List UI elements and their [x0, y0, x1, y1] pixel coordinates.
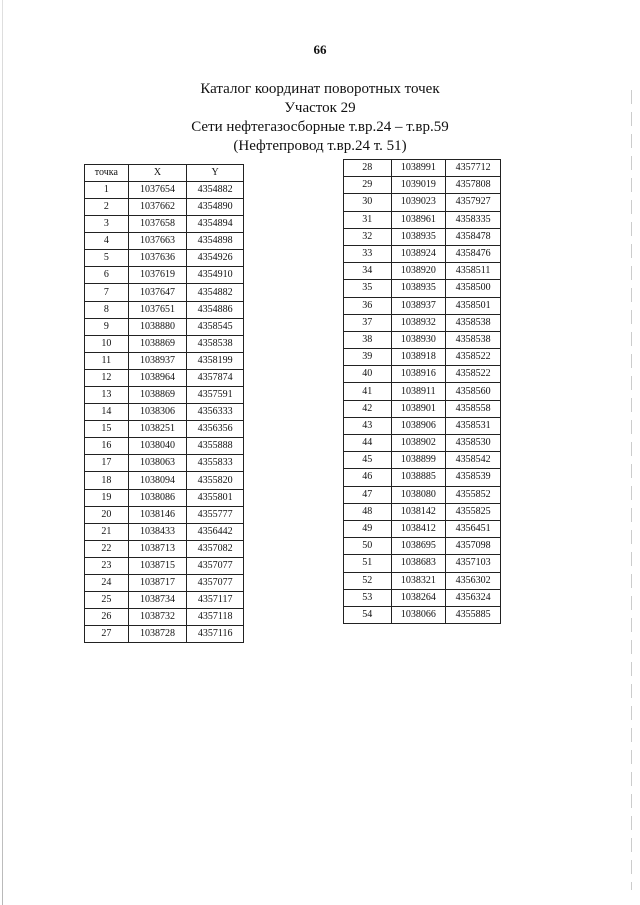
- cell-x: 1038433: [128, 523, 187, 540]
- cell-x: 1038924: [391, 245, 446, 262]
- cell-y: 4357082: [187, 540, 244, 557]
- cell-x: 1038932: [391, 314, 446, 331]
- cell-x: 1038251: [128, 421, 187, 438]
- cell-y: 4354898: [187, 233, 244, 250]
- table-row: [85, 352, 244, 369]
- cell-point: 34: [344, 263, 392, 280]
- table-row: [85, 267, 244, 284]
- cell-point: 31: [344, 211, 392, 228]
- table-row: [344, 383, 501, 400]
- cell-y: 4358501: [446, 297, 501, 314]
- table-row: [85, 489, 244, 506]
- cell-y: 4358538: [446, 314, 501, 331]
- cell-x: 1039023: [391, 194, 446, 211]
- cell-x: 1038869: [128, 335, 187, 352]
- cell-point: 16: [85, 438, 129, 455]
- cell-x: 1038885: [391, 469, 446, 486]
- cell-y: 4354926: [187, 250, 244, 267]
- cell-x: 1037654: [128, 181, 187, 198]
- column-header-y: Y: [187, 165, 244, 182]
- table-row: [85, 216, 244, 233]
- coordinates-table-right: [343, 159, 501, 624]
- cell-point: 38: [344, 331, 392, 348]
- cell-x: 1038869: [128, 387, 187, 404]
- cell-x: 1038880: [128, 318, 187, 335]
- cell-point: 17: [85, 455, 129, 472]
- cell-point: 2: [85, 198, 129, 215]
- cell-point: 5: [85, 250, 129, 267]
- cell-x: 1038902: [391, 435, 446, 452]
- table-row: [344, 520, 501, 537]
- cell-y: 4358530: [446, 435, 501, 452]
- cell-x: 1038930: [391, 331, 446, 348]
- cell-point: 9: [85, 318, 129, 335]
- cell-point: 39: [344, 349, 392, 366]
- table-row: [344, 366, 501, 383]
- table-row: [85, 335, 244, 352]
- title-block: [0, 80, 640, 156]
- cell-x: 1038142: [391, 503, 446, 520]
- cell-y: 4357118: [187, 609, 244, 626]
- table-row: [344, 538, 501, 555]
- table-row: [344, 435, 501, 452]
- table-row: [344, 555, 501, 572]
- cell-y: 4357874: [187, 369, 244, 386]
- cell-x: 1038728: [128, 626, 187, 643]
- cell-y: 4358538: [446, 331, 501, 348]
- cell-x: 1038683: [391, 555, 446, 572]
- title-line-network: Сети нефтегазосборные т.вр.24 – т.вр.59: [191, 119, 449, 135]
- cell-x: 1038306: [128, 404, 187, 421]
- cell-point: 28: [344, 160, 392, 177]
- table-row: [85, 181, 244, 198]
- table-row: [85, 438, 244, 455]
- table-row: [85, 575, 244, 592]
- cell-x: 1038935: [391, 280, 446, 297]
- cell-x: 1038937: [391, 297, 446, 314]
- cell-point: 44: [344, 435, 392, 452]
- table-row: [344, 417, 501, 434]
- cell-x: 1038080: [391, 486, 446, 503]
- cell-x: 1037636: [128, 250, 187, 267]
- cell-point: 52: [344, 572, 392, 589]
- cell-point: 54: [344, 606, 392, 623]
- column-header-x: X: [128, 165, 187, 182]
- cell-y: 4358522: [446, 366, 501, 383]
- table-row: [85, 506, 244, 523]
- cell-point: 33: [344, 245, 392, 262]
- cell-y: 4358500: [446, 280, 501, 297]
- coordinates-table-left: [84, 164, 244, 643]
- cell-y: 4354882: [187, 284, 244, 301]
- cell-y: 4355777: [187, 506, 244, 523]
- table-row: [85, 557, 244, 574]
- cell-x: 1038899: [391, 452, 446, 469]
- table-body-left: [85, 181, 244, 643]
- cell-point: 30: [344, 194, 392, 211]
- cell-y: 4358199: [187, 352, 244, 369]
- cell-y: 4355888: [187, 438, 244, 455]
- cell-point: 53: [344, 589, 392, 606]
- cell-y: 4357077: [187, 575, 244, 592]
- cell-point: 50: [344, 538, 392, 555]
- table-header-row: [85, 165, 244, 182]
- table-row: [85, 284, 244, 301]
- cell-x: 1038040: [128, 438, 187, 455]
- table-row: [344, 160, 501, 177]
- table-row: [344, 228, 501, 245]
- table-row: [344, 245, 501, 262]
- table-row: [85, 626, 244, 643]
- table-row: [344, 194, 501, 211]
- cell-y: 4357591: [187, 387, 244, 404]
- cell-point: 6: [85, 267, 129, 284]
- title-line-catalog: Каталог координат поворотных точек: [200, 81, 440, 97]
- cell-point: 19: [85, 489, 129, 506]
- cell-y: 4358511: [446, 263, 501, 280]
- cell-x: 1038916: [391, 366, 446, 383]
- cell-x: 1037662: [128, 198, 187, 215]
- cell-point: 3: [85, 216, 129, 233]
- cell-x: 1038717: [128, 575, 187, 592]
- cell-point: 49: [344, 520, 392, 537]
- cell-y: 4357927: [446, 194, 501, 211]
- cell-y: 4355801: [187, 489, 244, 506]
- table-row: [344, 400, 501, 417]
- cell-x: 1038920: [391, 263, 446, 280]
- cell-y: 4357117: [187, 592, 244, 609]
- cell-point: 7: [85, 284, 129, 301]
- cell-y: 4358476: [446, 245, 501, 262]
- cell-point: 45: [344, 452, 392, 469]
- cell-y: 4355852: [446, 486, 501, 503]
- cell-y: 4354886: [187, 301, 244, 318]
- cell-x: 1038094: [128, 472, 187, 489]
- cell-point: 26: [85, 609, 129, 626]
- table-row: [85, 233, 244, 250]
- cell-y: 4358538: [187, 335, 244, 352]
- table-row: [85, 455, 244, 472]
- cell-y: 4356333: [187, 404, 244, 421]
- cell-point: 41: [344, 383, 392, 400]
- table-row: [85, 404, 244, 421]
- table-row: [344, 331, 501, 348]
- cell-point: 35: [344, 280, 392, 297]
- title-line-section: Участок 29: [284, 100, 356, 116]
- cell-point: 8: [85, 301, 129, 318]
- table-row: [85, 250, 244, 267]
- table-row: [344, 503, 501, 520]
- cell-y: 4358335: [446, 211, 501, 228]
- table-row: [344, 486, 501, 503]
- cell-x: 1038086: [128, 489, 187, 506]
- table-row: [344, 314, 501, 331]
- cell-y: 4358478: [446, 228, 501, 245]
- cell-point: 21: [85, 523, 129, 540]
- table-row: [344, 263, 501, 280]
- cell-y: 4357098: [446, 538, 501, 555]
- cell-x: 1038264: [391, 589, 446, 606]
- cell-point: 18: [85, 472, 129, 489]
- table-row: [85, 592, 244, 609]
- table-row: [344, 280, 501, 297]
- cell-y: 4356451: [446, 520, 501, 537]
- cell-x: 1037619: [128, 267, 187, 284]
- cell-point: 37: [344, 314, 392, 331]
- cell-y: 4356442: [187, 523, 244, 540]
- cell-point: 12: [85, 369, 129, 386]
- cell-y: 4356356: [187, 421, 244, 438]
- cell-point: 27: [85, 626, 129, 643]
- cell-x: 1038146: [128, 506, 187, 523]
- cell-point: 4: [85, 233, 129, 250]
- scan-edge-right: [631, 90, 632, 890]
- cell-point: 11: [85, 352, 129, 369]
- cell-y: 4358539: [446, 469, 501, 486]
- title-line-pipeline: (Нефтепровод т.вр.24 т. 51): [233, 138, 407, 154]
- cell-point: 36: [344, 297, 392, 314]
- cell-point: 20: [85, 506, 129, 523]
- table-row: [85, 301, 244, 318]
- table-row: [344, 469, 501, 486]
- cell-y: 4358542: [446, 452, 501, 469]
- table-row: [85, 609, 244, 626]
- cell-point: 10: [85, 335, 129, 352]
- cell-y: 4354910: [187, 267, 244, 284]
- cell-x: 1038937: [128, 352, 187, 369]
- table-row: [344, 349, 501, 366]
- cell-x: 1037663: [128, 233, 187, 250]
- cell-x: 1038964: [128, 369, 187, 386]
- cell-y: 4357808: [446, 177, 501, 194]
- cell-x: 1037647: [128, 284, 187, 301]
- cell-x: 1038918: [391, 349, 446, 366]
- cell-y: 4357116: [187, 626, 244, 643]
- cell-y: 4358545: [187, 318, 244, 335]
- cell-point: 42: [344, 400, 392, 417]
- cell-x: 1038901: [391, 400, 446, 417]
- cell-x: 1038991: [391, 160, 446, 177]
- table-row: [344, 572, 501, 589]
- cell-x: 1038321: [391, 572, 446, 589]
- cell-x: 1038906: [391, 417, 446, 434]
- cell-x: 1038734: [128, 592, 187, 609]
- table-row: [85, 387, 244, 404]
- cell-point: 13: [85, 387, 129, 404]
- cell-x: 1038695: [391, 538, 446, 555]
- cell-x: 1038935: [391, 228, 446, 245]
- cell-x: 1038066: [391, 606, 446, 623]
- table-row: [85, 198, 244, 215]
- cell-y: 4355825: [446, 503, 501, 520]
- cell-point: 51: [344, 555, 392, 572]
- cell-y: 4355820: [187, 472, 244, 489]
- cell-point: 40: [344, 366, 392, 383]
- cell-y: 4354882: [187, 181, 244, 198]
- cell-y: 4357077: [187, 557, 244, 574]
- cell-y: 4357712: [446, 160, 501, 177]
- cell-point: 46: [344, 469, 392, 486]
- cell-y: 4355885: [446, 606, 501, 623]
- cell-x: 1038412: [391, 520, 446, 537]
- table-body-right: [344, 160, 501, 624]
- table-row: [344, 211, 501, 228]
- cell-point: 1: [85, 181, 129, 198]
- table-row: [344, 297, 501, 314]
- table-row: [85, 523, 244, 540]
- cell-y: 4356302: [446, 572, 501, 589]
- cell-x: 1038715: [128, 557, 187, 574]
- cell-x: 1037658: [128, 216, 187, 233]
- cell-x: 1037651: [128, 301, 187, 318]
- cell-point: 25: [85, 592, 129, 609]
- cell-y: 4358522: [446, 349, 501, 366]
- cell-point: 43: [344, 417, 392, 434]
- cell-y: 4358558: [446, 400, 501, 417]
- cell-y: 4357103: [446, 555, 501, 572]
- cell-y: 4354894: [187, 216, 244, 233]
- cell-x: 1038713: [128, 540, 187, 557]
- page-number: 66: [313, 42, 327, 57]
- cell-point: 29: [344, 177, 392, 194]
- cell-y: 4358531: [446, 417, 501, 434]
- cell-y: 4354890: [187, 198, 244, 215]
- cell-point: 15: [85, 421, 129, 438]
- cell-point: 48: [344, 503, 392, 520]
- cell-x: 1038063: [128, 455, 187, 472]
- cell-point: 47: [344, 486, 392, 503]
- table-row: [85, 421, 244, 438]
- table-row: [344, 177, 501, 194]
- cell-x: 1038911: [391, 383, 446, 400]
- cell-point: 32: [344, 228, 392, 245]
- cell-point: 23: [85, 557, 129, 574]
- cell-y: 4355833: [187, 455, 244, 472]
- cell-point: 14: [85, 404, 129, 421]
- cell-x: 1038732: [128, 609, 187, 626]
- cell-x: 1039019: [391, 177, 446, 194]
- table-row: [85, 472, 244, 489]
- table-row: [344, 589, 501, 606]
- table-row: [344, 606, 501, 623]
- column-header-point: точка: [85, 165, 129, 182]
- cell-point: 24: [85, 575, 129, 592]
- table-row: [85, 318, 244, 335]
- cell-x: 1038961: [391, 211, 446, 228]
- cell-y: 4356324: [446, 589, 501, 606]
- table-row: [344, 452, 501, 469]
- cell-point: 22: [85, 540, 129, 557]
- table-row: [85, 369, 244, 386]
- table-row: [85, 540, 244, 557]
- cell-y: 4358560: [446, 383, 501, 400]
